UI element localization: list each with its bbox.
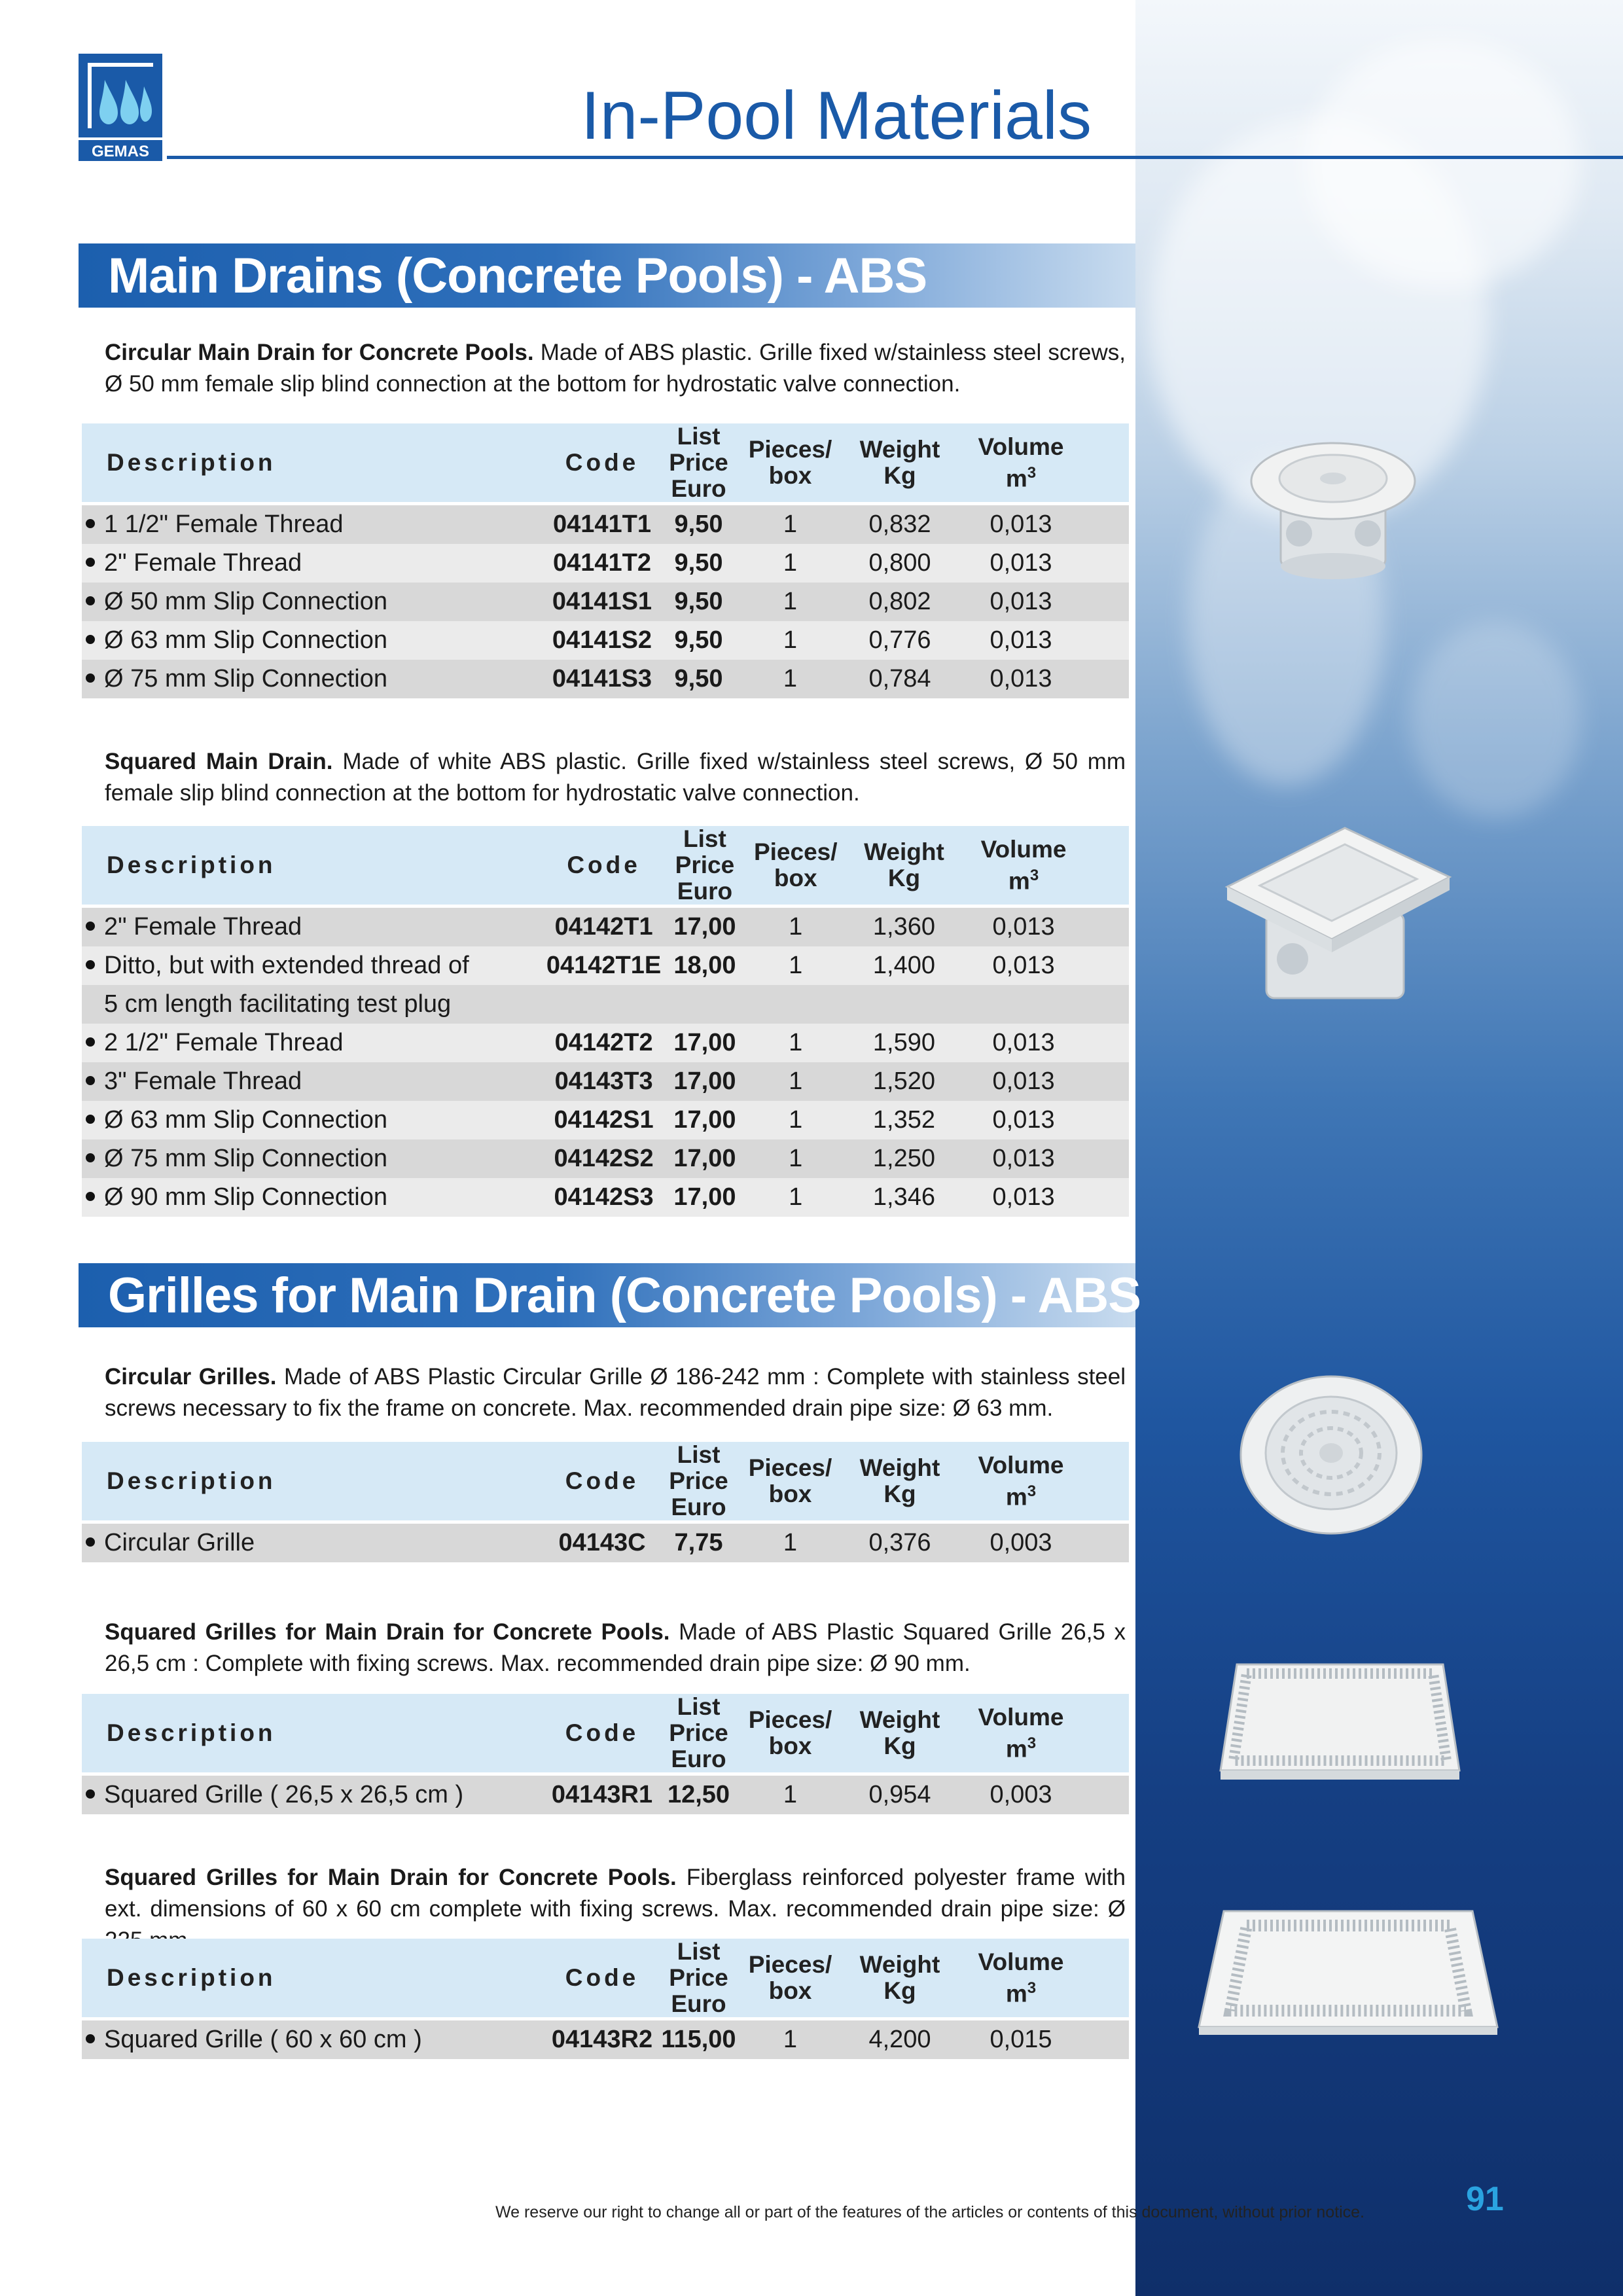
svg-text:GEMAS: GEMAS <box>91 143 150 160</box>
cell-price: 7,75 <box>654 1524 743 1562</box>
group-intro: Squared Grilles for Main Drain for Concrete Pools. Made of ABS Plastic Squared Grille 26,5 x 26,5 cm : Complete with fixing screws. Max. recommended drain pipe size: Ø 90 mm. <box>105 1619 1126 1676</box>
col-header-line: Pieces/ <box>748 1706 832 1733</box>
col-header-line: Kg <box>887 865 921 891</box>
col-header-code: Code <box>550 1694 654 1772</box>
col-header-pieces <box>743 423 838 502</box>
description-text: Ø 63 mm Slip Connection <box>104 1106 387 1134</box>
cell-description <box>82 1024 546 1062</box>
table-row <box>82 621 1129 660</box>
section-bar-grilles <box>79 1263 1141 1327</box>
table-header-row <box>82 1939 1129 2017</box>
cell-code: 04142S3 <box>546 1178 661 1217</box>
table-row <box>82 660 1129 698</box>
bullet-icon <box>86 673 95 683</box>
description-text: Ditto, but with extended thread of <box>104 952 469 979</box>
cell-volume: 0,013 <box>962 544 1080 583</box>
cell-weight: 1,360 <box>843 908 965 946</box>
header-pad <box>1082 826 1129 905</box>
price-table <box>82 423 1129 698</box>
description-text: 2" Female Thread <box>104 913 302 941</box>
cell-code: 04142T2 <box>546 1024 661 1062</box>
row-pad <box>1080 2020 1129 2059</box>
row-pad <box>1082 1178 1129 1217</box>
row-pad <box>1080 621 1129 660</box>
col-header-line: box <box>774 865 817 891</box>
col-header-line: Volume <box>978 433 1064 460</box>
col-header-line: box <box>768 1977 812 2004</box>
table-row <box>82 1062 1129 1101</box>
description-text: Squared Grille ( 26,5 x 26,5 cm ) <box>104 1781 464 1808</box>
row-pad <box>1082 908 1129 946</box>
cell-weight: 1,590 <box>843 1024 965 1062</box>
cell-description <box>82 1178 546 1217</box>
group-intro: Squared Main Drain. Made of white ABS plastic. Grille fixed w/stainless steel screws, Ø 50 mm female slip blind connection at the bottom for hydrostatic valve connection. <box>105 749 1126 806</box>
col-header-line: box <box>768 1732 812 1759</box>
cell-price <box>661 985 748 1024</box>
bullet-icon <box>86 635 95 644</box>
col-header-line: m <box>1008 867 1030 895</box>
squared-grille-60-image <box>1198 1906 1499 2040</box>
bullet-icon <box>86 1537 95 1547</box>
col-header-weight <box>838 423 962 502</box>
cell-code: 04141T2 <box>550 544 654 583</box>
col-header-pieces <box>749 826 843 905</box>
group-intro: Circular Grilles. Made of ABS Plastic Circular Grille Ø 186-242 mm : Complete with stainless steel screws necessary to fix the frame on concrete. Max. recommended drain pipe size: Ø 63 mm. <box>105 1364 1126 1421</box>
superscript: 3 <box>1029 866 1039 884</box>
table-row <box>82 946 1129 985</box>
cell-pieces: 1 <box>749 1178 843 1217</box>
col-header-weight <box>843 826 965 905</box>
cell-volume: 0,003 <box>962 1776 1080 1814</box>
description-text: Ø 75 mm Slip Connection <box>104 665 387 692</box>
col-header-line: Volume <box>980 835 1067 863</box>
col-header-line: Weight <box>859 436 940 463</box>
description-text: Ø 90 mm Slip Connection <box>104 1183 387 1211</box>
row-pad <box>1082 946 1129 985</box>
cell-code: 04142S2 <box>546 1139 661 1178</box>
cell-weight: 0,784 <box>838 660 962 698</box>
cell-pieces: 1 <box>749 1062 843 1101</box>
col-header-line: box <box>768 462 812 489</box>
col-header-line: List Price <box>669 1441 728 1494</box>
col-header-line: m <box>1005 1483 1027 1511</box>
cell-price: 17,00 <box>661 1139 748 1178</box>
cell-code: 04142T1E <box>546 946 661 985</box>
col-header-code: Code <box>550 1442 654 1520</box>
cell-code: 04143R2 <box>550 2020 654 2059</box>
col-header-pieces <box>743 1442 838 1520</box>
col-header-code: Code <box>550 1939 654 2017</box>
col-header-description: Description <box>82 1442 550 1520</box>
row-pad <box>1080 1524 1129 1562</box>
cell-pieces: 1 <box>743 1776 838 1814</box>
cell-description <box>82 660 550 698</box>
header-rule <box>167 156 1623 159</box>
col-header-line: Euro <box>677 878 733 905</box>
cell-price: 17,00 <box>661 1178 748 1217</box>
col-header-line: Volume <box>978 1948 1064 1975</box>
col-header-code: Code <box>546 826 661 905</box>
col-header-description: Description <box>82 826 546 905</box>
bullet-icon <box>86 1153 95 1162</box>
cell-pieces: 1 <box>743 505 838 544</box>
col-header-price <box>661 826 748 905</box>
table-header-row <box>82 423 1129 502</box>
cell-pieces: 1 <box>743 1524 838 1562</box>
cell-price: 17,00 <box>661 1101 748 1139</box>
group-intro: Squared Grilles for Main Drain for Concrete Pools. Fiberglass reinforced polyester frame with ext. dimensions of 60 x 60 cm complete with fixing screws. Max. recommended drain pipe size: Ø <box>105 1865 1126 1922</box>
table-row <box>82 1524 1129 1562</box>
cell-volume: 0,015 <box>962 2020 1080 2059</box>
description-text: Ø 75 mm Slip Connection <box>104 1145 387 1172</box>
col-header-line: Weight <box>859 1454 940 1481</box>
col-header-line: m <box>1005 1735 1027 1763</box>
cell-code: 04141S1 <box>550 583 654 621</box>
cell-pieces: 1 <box>743 583 838 621</box>
bullet-icon <box>86 1037 95 1047</box>
cell-pieces: 1 <box>749 1101 843 1139</box>
cell-weight: 1,400 <box>843 946 965 985</box>
table-row <box>82 1776 1129 1814</box>
cell-description <box>82 621 550 660</box>
col-header-volume <box>962 1939 1080 2017</box>
col-header-pieces <box>743 1694 838 1772</box>
col-header-price <box>654 423 743 502</box>
cell-volume: 0,013 <box>962 505 1080 544</box>
col-header-line: List Price <box>669 1693 728 1746</box>
col-header-line: Pieces/ <box>748 436 832 463</box>
row-pad <box>1080 583 1129 621</box>
col-header-description: Description <box>82 1939 550 2017</box>
superscript: 3 <box>1027 1734 1037 1752</box>
col-header-line: List Price <box>669 423 728 476</box>
cell-description <box>82 946 546 985</box>
bullet-icon <box>86 922 95 931</box>
cell-description <box>82 583 550 621</box>
col-header-line: Euro <box>671 1990 726 2017</box>
description-text: Circular Grille <box>104 1529 255 1556</box>
col-header-code: Code <box>550 423 654 502</box>
cell-code: 04141T1 <box>550 505 654 544</box>
col-header-line: Weight <box>864 838 944 865</box>
col-header-price <box>654 1442 743 1520</box>
cell-description <box>82 1101 546 1139</box>
cell-code: 04141S3 <box>550 660 654 698</box>
col-header-description: Description <box>82 423 550 502</box>
cell-code: 04141S2 <box>550 621 654 660</box>
col-header-pieces <box>743 1939 838 2017</box>
cell-volume: 0,013 <box>965 1139 1082 1178</box>
col-header-line: Kg <box>883 1480 916 1507</box>
price-table <box>82 1694 1129 1814</box>
row-pad <box>1080 1776 1129 1814</box>
bullet-icon <box>86 1192 95 1201</box>
table-row <box>82 1101 1129 1139</box>
description-text: 3" Female Thread <box>104 1067 302 1095</box>
cell-weight: 1,352 <box>843 1101 965 1139</box>
table-row <box>82 583 1129 621</box>
bullet-icon <box>86 558 95 567</box>
bullet-icon <box>86 1115 95 1124</box>
bullet-icon <box>86 1789 95 1799</box>
col-header-line: Pieces/ <box>748 1454 832 1481</box>
col-header-line: Kg <box>883 462 916 489</box>
cell-volume: 0,013 <box>962 660 1080 698</box>
table-header-row <box>82 1442 1129 1520</box>
description-text: Ø 50 mm Slip Connection <box>104 588 387 615</box>
cell-weight: 0,376 <box>838 1524 962 1562</box>
description-text: 5 cm length facilitating test plug <box>104 990 452 1018</box>
cell-weight: 1,346 <box>843 1178 965 1217</box>
cell-weight: 1,520 <box>843 1062 965 1101</box>
cell-price: 9,50 <box>654 544 743 583</box>
cell-volume: 0,013 <box>965 1101 1082 1139</box>
cell-volume <box>965 985 1082 1024</box>
col-header-line: Euro <box>671 1494 726 1520</box>
cell-pieces: 1 <box>749 946 843 985</box>
cell-price: 17,00 <box>661 908 748 946</box>
col-header-line: Euro <box>671 1746 726 1772</box>
cell-volume: 0,013 <box>965 946 1082 985</box>
cell-price: 17,00 <box>661 1062 748 1101</box>
cell-description <box>82 908 546 946</box>
col-header-volume <box>962 423 1080 502</box>
section-title: Main Drains (Concrete Pools) - ABS <box>108 248 927 304</box>
col-header-line: List Price <box>675 825 735 878</box>
cell-volume: 0,013 <box>965 908 1082 946</box>
table-row <box>82 2020 1129 2059</box>
cell-volume: 0,013 <box>965 1062 1082 1101</box>
superscript: 3 <box>1027 463 1037 482</box>
col-header-description: Description <box>82 1694 550 1772</box>
row-pad <box>1080 544 1129 583</box>
col-header-line: Pieces/ <box>753 838 838 865</box>
table-row <box>82 505 1129 544</box>
table-row <box>82 1139 1129 1178</box>
col-header-volume <box>965 826 1082 905</box>
header-pad <box>1080 1442 1129 1520</box>
row-pad <box>1082 1139 1129 1178</box>
header-pad <box>1080 1939 1129 2017</box>
col-header-line: box <box>768 1480 812 1507</box>
cell-pieces: 1 <box>749 1139 843 1178</box>
circular-grille-image <box>1238 1373 1425 1537</box>
description-text: Squared Grille ( 60 x 60 cm ) <box>104 2026 422 2053</box>
col-header-price <box>654 1939 743 2017</box>
cell-code <box>546 985 661 1024</box>
col-header-weight <box>838 1939 962 2017</box>
cell-description <box>82 985 546 1024</box>
cell-pieces: 1 <box>743 544 838 583</box>
cell-code: 04143T3 <box>546 1062 661 1101</box>
table-row <box>82 985 1129 1024</box>
col-header-weight <box>838 1442 962 1520</box>
price-table <box>82 826 1129 1217</box>
col-header-volume <box>962 1442 1080 1520</box>
bullet-icon <box>86 2034 95 2043</box>
cell-volume: 0,013 <box>962 621 1080 660</box>
cell-code: 04143C <box>550 1524 654 1562</box>
cell-pieces <box>749 985 843 1024</box>
cell-weight: 0,954 <box>838 1776 962 1814</box>
cell-code: 04142T1 <box>546 908 661 946</box>
row-pad <box>1082 1062 1129 1101</box>
squared-main-drain-image <box>1221 815 1456 1018</box>
cell-weight: 0,776 <box>838 621 962 660</box>
cell-pieces: 1 <box>749 1024 843 1062</box>
col-header-price <box>654 1694 743 1772</box>
price-table <box>82 1939 1129 2059</box>
row-pad <box>1082 1101 1129 1139</box>
cell-pieces: 1 <box>743 621 838 660</box>
cell-price: 9,50 <box>654 505 743 544</box>
cell-description <box>82 1139 546 1178</box>
disclaimer-footer: We reserve our right to change all or part of the features of the articles or contents of this document, without prior notice. <box>495 2203 1364 2221</box>
section-bar-main-drains <box>79 243 1135 308</box>
page-title: In-Pool Materials <box>580 78 1092 154</box>
cell-price: 12,50 <box>654 1776 743 1814</box>
row-pad <box>1080 505 1129 544</box>
row-pad <box>1080 660 1129 698</box>
cell-volume: 0,003 <box>962 1524 1080 1562</box>
description-text: 1 1/2" Female Thread <box>104 511 344 538</box>
circular-main-drain-image <box>1247 435 1420 583</box>
row-pad <box>1082 1024 1129 1062</box>
cell-code: 04142S1 <box>546 1101 661 1139</box>
cell-price: 18,00 <box>661 946 748 985</box>
cell-description <box>82 544 550 583</box>
header-pad <box>1080 1694 1129 1772</box>
bullet-icon <box>86 596 95 605</box>
description-text: Ø 63 mm Slip Connection <box>104 626 387 654</box>
table-row <box>82 1024 1129 1062</box>
page-number: 91 <box>1466 2180 1504 2218</box>
cell-weight: 0,800 <box>838 544 962 583</box>
cell-price: 9,50 <box>654 621 743 660</box>
col-header-volume <box>962 1694 1080 1772</box>
cell-pieces: 1 <box>749 908 843 946</box>
description-text: 2 1/2" Female Thread <box>104 1029 344 1056</box>
cell-weight <box>843 985 965 1024</box>
bullet-icon <box>86 960 95 969</box>
row-pad <box>1082 985 1129 1024</box>
col-header-line: Kg <box>883 1977 916 2004</box>
cell-description <box>82 505 550 544</box>
cell-description <box>82 1776 550 1814</box>
col-header-line: m <box>1005 465 1027 492</box>
col-header-line: Euro <box>671 475 726 502</box>
bullet-icon <box>86 519 95 528</box>
table-row <box>82 1178 1129 1217</box>
col-header-line: Volume <box>978 1451 1064 1479</box>
description-text: 2" Female Thread <box>104 549 302 577</box>
col-header-line: m <box>1005 1980 1027 2007</box>
col-header-line: Kg <box>883 1732 916 1759</box>
group-intro: Circular Main Drain for Concrete Pools. Made of ABS plastic. Grille fixed w/stainless steel screws, Ø 50 mm female slip blind connection at the bottom for hydrostatic valve connection. <box>105 340 1126 397</box>
gemas-logo <box>79 54 162 165</box>
bullet-icon <box>86 1076 95 1085</box>
table-row <box>82 544 1129 583</box>
cell-weight: 1,250 <box>843 1139 965 1178</box>
cell-pieces: 1 <box>743 660 838 698</box>
cell-weight: 4,200 <box>838 2020 962 2059</box>
cell-price: 115,00 <box>654 2020 743 2059</box>
table-header-row <box>82 826 1129 905</box>
col-header-weight <box>838 1694 962 1772</box>
col-header-line: List Price <box>669 1938 728 1991</box>
cell-description <box>82 1062 546 1101</box>
table-row <box>82 908 1129 946</box>
cell-volume: 0,013 <box>965 1024 1082 1062</box>
header-pad <box>1080 423 1129 502</box>
col-header-line: Weight <box>859 1706 940 1733</box>
cell-price: 9,50 <box>654 583 743 621</box>
cell-volume: 0,013 <box>962 583 1080 621</box>
col-header-line: Weight <box>859 1951 940 1978</box>
superscript: 3 <box>1027 1482 1037 1500</box>
cell-pieces: 1 <box>743 2020 838 2059</box>
squared-grille-26-image <box>1217 1659 1463 1790</box>
section-title: Grilles for Main Drain (Concrete Pools) - ABS <box>108 1268 1141 1323</box>
cell-price: 17,00 <box>661 1024 748 1062</box>
cell-description <box>82 2020 550 2059</box>
table-header-row <box>82 1694 1129 1772</box>
col-header-line: Volume <box>978 1703 1064 1731</box>
col-header-line: Pieces/ <box>748 1951 832 1978</box>
cell-code: 04143R1 <box>550 1776 654 1814</box>
cell-price: 9,50 <box>654 660 743 698</box>
superscript: 3 <box>1027 1979 1037 1997</box>
price-table <box>82 1442 1129 1562</box>
cell-volume: 0,013 <box>965 1178 1082 1217</box>
cell-weight: 0,802 <box>838 583 962 621</box>
cell-description <box>82 1524 550 1562</box>
cell-weight: 0,832 <box>838 505 962 544</box>
